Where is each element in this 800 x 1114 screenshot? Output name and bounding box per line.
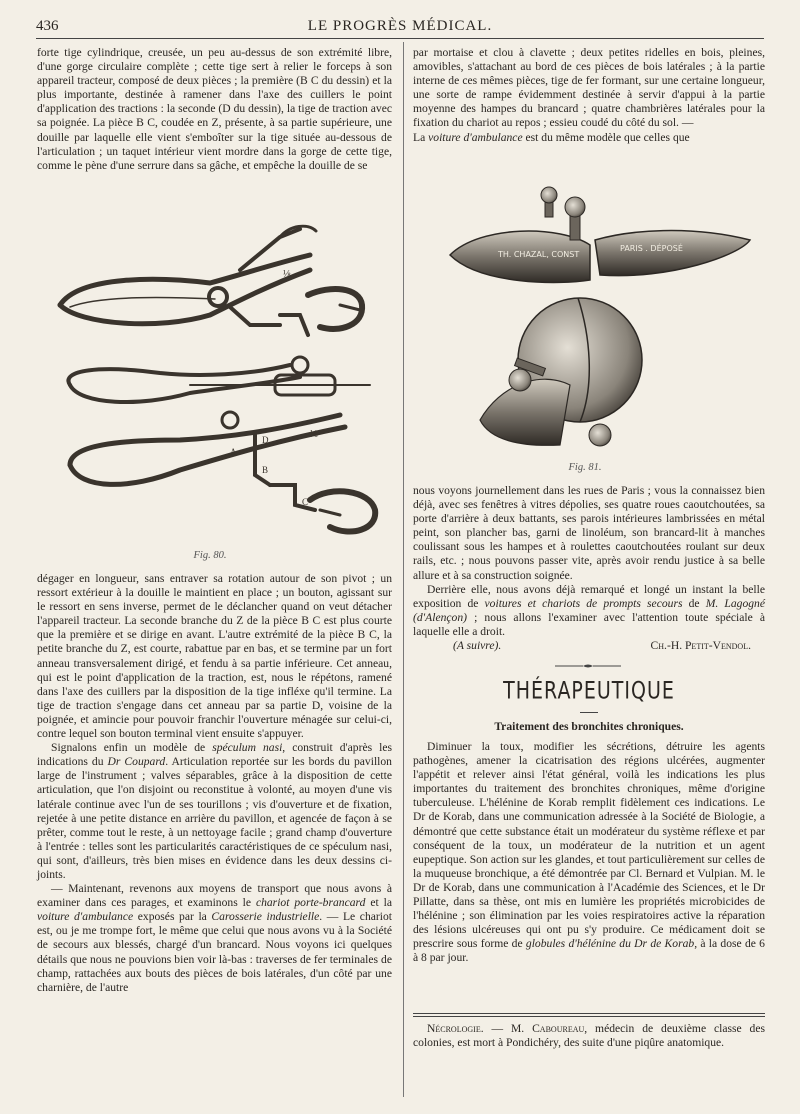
- therapeutique-body: [413, 740, 765, 966]
- fig81-stamp-maker: TH. CHAZAL, CONST: [498, 250, 580, 259]
- right-column-middle: [413, 484, 765, 653]
- section-ornament: [555, 663, 621, 669]
- right-column-top: [413, 46, 765, 145]
- paragraph-chariot: par mortaise et clou à clavette ; deux petites ridelles en bois, pleines, amovibles, s'attachant au bord de ces pièces de bois latérales ; à la partie interne de ces mêmes pièces, tige de fer formant, sur une certaine longueur, une sorte de rampe évidemment destinée à servir d'appui à la partie moyenne des hampes du brancard ; quatre chambrières latérales pour la fixation du chariot au repos ; essieu coudé du côté du sol. —: [413, 46, 765, 130]
- fig80-label-c: C: [302, 497, 309, 507]
- paragraph-transport: — Maintenant, revenons aux moyens de transport que nous avons à examiner dans ces parages, et examinons le chariot porte-brancard et la voiture d'ambulance exposés par la Carosserie industrielle. — Le chariot est, ou je me trompe fort, le même que celui que nous avons vu à la Société de secours aux blessés, chargé d'un brancard. Nous voyons ici quelques détails que nous ne pouvions bien voir là-bas : traverses de fer terminales de champ, rattachées aux bouts des pièces de bois latérales, d'un côté par une charnière, de l'autre: [37, 882, 393, 994]
- paragraph-speculum: Signalons enfin un modèle de spéculum nasi, construit d'après les indications du Dr Coupard. Articulation reportée sur les bords du pavillon large de l'instrument ; valves séparables, grâce à la disposition de cette articulation, que l'on disjoint ou reconstitue à volonté, au moyen d'une vis latérale continue avec l'un de ses tourillons ; vis d'ouverture et de fixation, rejetée à une petite distance en arrière du pavillon, et agencée de façon à se prêter, comme tout le reste, à un nettoyage facile ; grand champ d'ouverture à l'entrée : telles sont les particularités caractéristiques de ce spéculum nasi, qui sont, d'ailleurs, très bien mises en évidence dans les deux dessins ci-joints.: [37, 741, 392, 881]
- fig80-label-d: D: [262, 435, 269, 445]
- page-header: [36, 16, 764, 39]
- paragraph-forceps-mechanism: dégager en longueur, sans entraver sa rotation autour de son pivot ; un ressort extérieur à la douille le maintient en place ; un bouton, agissant sur le ressort en sens inverse, permet de le déclancher quand on veut détacher l'appareil tracteur. La seconde branche du Z de la pièce B C est plus courte que la première et se dirige en avant. L'autre extrémité de la pièce B C, la petite branche du Z, est courte, rabattue par en bas, et se termine par un fort anneau transversalement dirigé, et fendu à sa partie inférieure. Cet anneau, qui est le point d'application de la traction, est, nous le répétons, ramené dans l'axe des cuillers par la disposition de la tige infléxe qu'il termine. La tige de traction s'engage dans cet anneau par sa partie D, voisine de la poignée, et amincie pour pouvoir franchir l'ouverture ménagée sur celui-ci, contre lequel son bouton terminal vient ensuite s'appuyer.: [37, 572, 392, 741]
- paragraph-forceps-continued: forte tige cylindrique, creusée, un peu au-dessus de son extrémité libre, d'une gorge circulaire complète ; cette tige sert à relier le forceps à son appareil tracteur, composé de deux pièces ; la première (B C du dessin) et la plus importante, destinée à ramener dans l'axe des cuillers le point d'application des tractions : la seconde (D du dessin), la tige de traction avec sa poignée. La pièce B C, coudée en Z, présente, à sa partie supérieure, une douille par laquelle elle vient s'emboîter sur la tige située au-dessous de l'articulation ; un taquet intérieur vient mordre dans la gorge de cette tige, comme le pène d'une serrure dans sa gâche, et empêche la douille de se: [37, 46, 392, 172]
- fig80-label-fraction-top: ⅛: [283, 269, 291, 280]
- left-column-top: [37, 46, 392, 173]
- necrologie-separator: [413, 1013, 765, 1017]
- fig80-label-fraction-bottom: ⅛: [310, 429, 318, 440]
- signature-line: [413, 639, 765, 653]
- necrologie-block: [413, 1022, 765, 1050]
- section-subtitle-bronchites: Traitement des bronchites chroniques.: [494, 720, 684, 733]
- column-rule: [403, 42, 404, 1097]
- journal-title: LE PROGRÈS MÉDICAL.: [307, 18, 493, 34]
- left-column-bottom: [37, 572, 392, 995]
- paragraph-necrologie: Nécrologie. — M. Caboureau, médecin de deuxième classe des colonies, est mort à Pondichéry, des suite d'une piqûre anatomique.: [413, 1022, 766, 1050]
- paragraph-voiture: La voiture d'ambulance est du même modèle que celles que: [413, 130, 690, 144]
- fig81-caption: Fig. 81.: [568, 462, 602, 473]
- author-signature: Ch.-H. Petit-Vendol.: [650, 639, 751, 653]
- paragraph-lagogne: Derrière elle, nous avons déjà remarqué et longé un instant la belle exposition de voitures et chariots de prompts secours de M. Lagogné (d'Alençon) ; nous allons l'examiner avec l'attention toute spéciale à laquelle elle a droit.: [413, 582, 765, 638]
- figure-81-speculum: [420, 185, 760, 460]
- fig80-label-a: A: [230, 447, 237, 457]
- a-suivre: (A suivre).: [453, 639, 502, 653]
- paragraph-therapeutique: Diminuer la toux, modifier les sécrétions, détruire les agents pathogènes, amener la cicatrisation des régions ulcérées, augmenter l'appétit et relever ainsi l'état général, voilà les indications les plus importantes du traitement des bronchites chroniques, même d'origine tuberculeuse. L'hélénine de Korab remplit fidèlement ces indications. Le Dr de Korab, dans une communication adressée à la Société de Biologie, a démontré que cette substance était un modérateur du système réflexe et par conséquent de la toux, un modérateur de la nutrition et un agent eupeptique. Son action sur les glandes, et tout particulièrement sur celles de la muqueuse bronchique, a été démontrée par Cl. Bernard et Vulpian. M. le Dr de Korab, dans une communication à l'Académie des Sciences, et le Dr Pillatte, dans sa thèse, ont mis en lumière les propriétés microbicides de l'hélénine ; son élimination par les voies respiratoires active la réparation des lésions ulcéreuses qui ont pu s'y produire. Ce médicament doit se prescrire sous forme de globules d'hélénine du Dr de Korab, à la dose de 6 à 8 par jour.: [413, 740, 765, 965]
- title-dash: [580, 712, 598, 713]
- fig80-caption: Fig. 80.: [193, 550, 227, 561]
- fig81-stamp-paris: PARIS . DÉPOSÉ: [620, 244, 683, 253]
- figure-80-forceps: [40, 215, 390, 540]
- paragraph-ambulance: nous voyons journellement dans les rues de Paris ; vous la connaissez bien déjà, avec ses fenêtres à vitres dépolies, ses quatre roues caoutchoutées, sa porte d'arrière à deux battants, ses parois intérieures lambrissées en métal peint, son plancher bas, garni de linoléum, son brancard-lit à manches coulissant sous les hampes et à roulettes caoutchoutées roulant sur deux rails, etc. ; nous pouvons passer vite, après avoir rendu justice à sa belle allure et à sa construction soignée.: [413, 484, 765, 582]
- page-number: 436: [36, 18, 59, 34]
- section-title-therapeutique: THÉRAPEUTIQUE: [503, 677, 675, 705]
- fig80-label-b: B: [262, 465, 269, 475]
